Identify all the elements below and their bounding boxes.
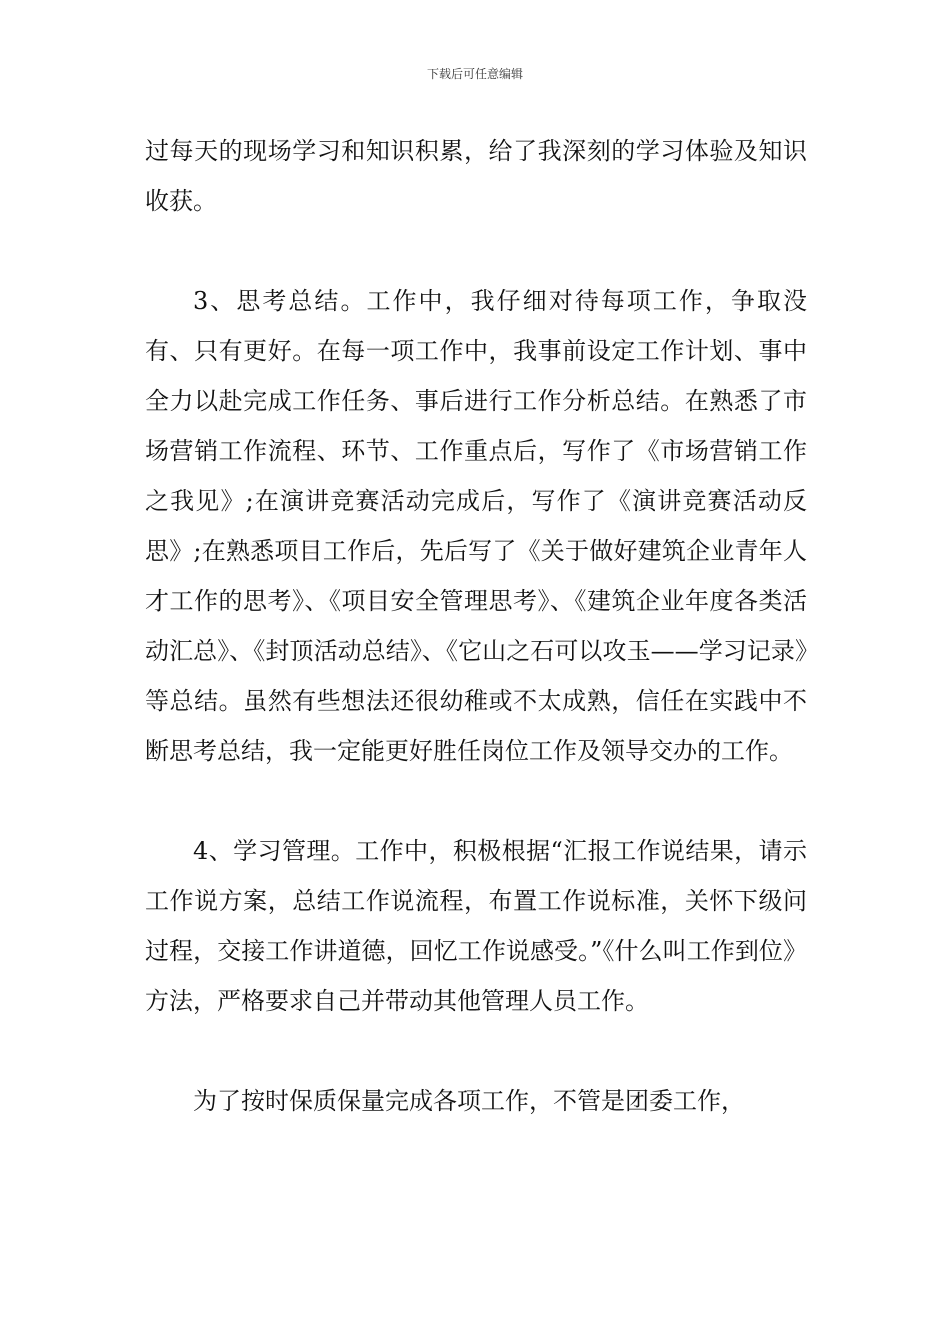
paragraph-gap	[145, 1026, 807, 1076]
paragraph-closing: 为了按时保质保量完成各项工作，不管是团委工作，	[193, 1087, 745, 1115]
document-body	[145, 126, 807, 1126]
paragraph-gap	[145, 226, 807, 276]
paragraph-item-4: 4、学习管理。工作中，积极根据“汇报工作说结果，请示工作说方案，总结工作说流程，布置工作说标准，关怀下级问过程，交接工作讲道德，回忆工作说感受。”《什么叫工作到位》方法，严格要求自己并带动其他管理人员工作。	[145, 837, 807, 1015]
paragraph-gap	[145, 776, 807, 826]
paragraph-item-3: 3、思考总结。工作中，我仔细对待每项工作，争取没有、只有更好。在每一项工作中，我事前设定工作计划、事中全力以赴完成工作任务、事后进行工作分析总结。在熟悉了市场营销工作流程、环节、工作重点后，写作了《市场营销工作之我见》;在演讲竞赛活动完成后，写作了《演讲竞赛活动反思》;在熟悉项目工作后，先后写了《关于做好建筑企业青年人才工作的思考》、《项目安全管理思考》、《建筑企业年度各类活动汇总》、《封顶活动总结》、《它山之石可以攻玉——学习记录》等总结。虽然有些想法还很幼稚或不太成熟，信任在实践中不断思考总结，我一定能更好胜任岗位工作及领导交办的工作。	[145, 287, 807, 765]
paragraph-continuation: 过每天的现场学习和知识积累，给了我深刻的学习体验及知识收获。	[145, 137, 807, 215]
page-header: 下载后可任意编辑	[426, 67, 523, 81]
